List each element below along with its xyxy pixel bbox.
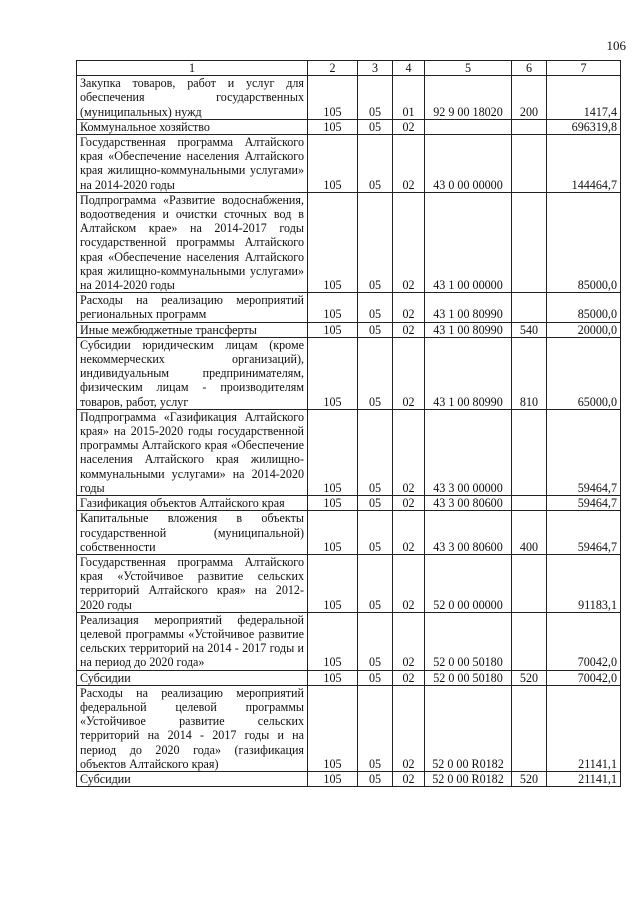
column-header: 7 xyxy=(547,61,621,76)
table-row xyxy=(77,119,621,134)
subsection-code: 02 xyxy=(393,192,425,292)
subsection-code: 02 xyxy=(393,496,425,511)
section-code: 05 xyxy=(358,192,393,292)
table-row xyxy=(77,554,621,612)
expense-type-code: 540 xyxy=(512,322,547,337)
subsection-code: 02 xyxy=(393,293,425,322)
expense-name: Субсидии юридическим лицам (кроме некоммерческих организаций), индивидуальным предпринимателям, физическим лицам - производителям товаров, работ, услуг xyxy=(77,337,308,409)
ministry-code: 105 xyxy=(308,337,358,409)
expense-type-code: 520 xyxy=(512,670,547,685)
subsection-code: 02 xyxy=(393,511,425,555)
subsection-code: 02 xyxy=(393,135,425,193)
amount: 1417,4 xyxy=(547,76,621,120)
expense-name: Субсидии xyxy=(77,771,308,786)
table-row xyxy=(77,685,621,771)
ministry-code: 105 xyxy=(308,76,358,120)
budget-table xyxy=(76,60,621,787)
subsection-code: 02 xyxy=(393,612,425,670)
amount: 70042,0 xyxy=(547,612,621,670)
subsection-code: 02 xyxy=(393,554,425,612)
column-header: 5 xyxy=(425,61,512,76)
target-article-code xyxy=(425,119,512,134)
expense-type-code: 810 xyxy=(512,337,547,409)
expense-type-code: 200 xyxy=(512,76,547,120)
table-row xyxy=(77,135,621,193)
column-header: 2 xyxy=(308,61,358,76)
section-code: 05 xyxy=(358,293,393,322)
subsection-code: 02 xyxy=(393,119,425,134)
expense-name: Капитальные вложения в объекты государственной (муниципальной) собственности xyxy=(77,511,308,555)
expense-name: Расходы на реализацию мероприятий региональных программ xyxy=(77,293,308,322)
ministry-code: 105 xyxy=(308,511,358,555)
expense-name: Коммунальное хозяйство xyxy=(77,119,308,134)
ministry-code: 105 xyxy=(308,554,358,612)
target-article-code: 52 0 00 50180 xyxy=(425,612,512,670)
section-code: 05 xyxy=(358,76,393,120)
expense-name: Подпрограмма «Развитие водоснабжения, водоотведения и очистки сточных вод в Алтайском крае» на 2014-2017 годы государственной программы Алтайского края «Обеспечение населения Алтайского края жилищно-коммунальными услугами» на 2014-2020 годы xyxy=(77,192,308,292)
expense-type-code xyxy=(512,409,547,495)
column-header: 6 xyxy=(512,61,547,76)
amount: 59464,7 xyxy=(547,496,621,511)
subsection-code: 02 xyxy=(393,322,425,337)
amount: 144464,7 xyxy=(547,135,621,193)
target-article-code: 43 3 00 80600 xyxy=(425,496,512,511)
expense-type-code xyxy=(512,293,547,322)
amount: 20000,0 xyxy=(547,322,621,337)
target-article-code: 52 0 00 50180 xyxy=(425,670,512,685)
amount: 70042,0 xyxy=(547,670,621,685)
subsection-code: 01 xyxy=(393,76,425,120)
section-code: 05 xyxy=(358,337,393,409)
section-code: 05 xyxy=(358,771,393,786)
column-header: 4 xyxy=(393,61,425,76)
expense-type-code: 400 xyxy=(512,511,547,555)
table-row xyxy=(77,511,621,555)
table-row xyxy=(77,76,621,120)
target-article-code: 52 0 00 00000 xyxy=(425,554,512,612)
amount: 85000,0 xyxy=(547,293,621,322)
ministry-code: 105 xyxy=(308,293,358,322)
table-row xyxy=(77,293,621,322)
target-article-code: 43 1 00 80990 xyxy=(425,293,512,322)
expense-name: Подпрограмма «Газификация Алтайского края» на 2015-2020 годы государственной программы Алтайского края «Обеспечение населения Алтайского края жилищно-коммунальными услугами» на 2014-2020 годы xyxy=(77,409,308,495)
expense-type-code xyxy=(512,496,547,511)
amount: 59464,7 xyxy=(547,409,621,495)
table-header-row xyxy=(77,61,621,76)
expense-type-code xyxy=(512,119,547,134)
ministry-code: 105 xyxy=(308,192,358,292)
target-article-code: 43 1 00 80990 xyxy=(425,322,512,337)
table-row xyxy=(77,771,621,786)
subsection-code: 02 xyxy=(393,409,425,495)
expense-name: Государственная программа Алтайского края «Обеспечение населения Алтайского края жилищно-коммунальными услугами» на 2014-2020 годы xyxy=(77,135,308,193)
target-article-code: 43 3 00 00000 xyxy=(425,409,512,495)
table-row xyxy=(77,670,621,685)
section-code: 05 xyxy=(358,135,393,193)
column-header: 1 xyxy=(77,61,308,76)
amount: 696319,8 xyxy=(547,119,621,134)
subsection-code: 02 xyxy=(393,771,425,786)
amount: 21141,1 xyxy=(547,685,621,771)
expense-name: Закупка товаров, работ и услуг для обеспечения государственных (муниципальных) нужд xyxy=(77,76,308,120)
section-code: 05 xyxy=(358,554,393,612)
ministry-code: 105 xyxy=(308,322,358,337)
expense-type-code xyxy=(512,612,547,670)
section-code: 05 xyxy=(358,322,393,337)
ministry-code: 105 xyxy=(308,685,358,771)
expense-name: Иные межбюджетные трансферты xyxy=(77,322,308,337)
section-code: 05 xyxy=(358,119,393,134)
expense-type-code xyxy=(512,685,547,771)
target-article-code: 43 1 00 80990 xyxy=(425,337,512,409)
amount: 65000,0 xyxy=(547,337,621,409)
target-article-code: 52 0 00 R0182 xyxy=(425,685,512,771)
section-code: 05 xyxy=(358,612,393,670)
page-number: 106 xyxy=(606,38,626,53)
table-row xyxy=(77,337,621,409)
expense-type-code: 520 xyxy=(512,771,547,786)
target-article-code: 52 0 00 R0182 xyxy=(425,771,512,786)
column-header: 3 xyxy=(358,61,393,76)
table-row xyxy=(77,322,621,337)
table-row xyxy=(77,496,621,511)
expense-name: Субсидии xyxy=(77,670,308,685)
section-code: 05 xyxy=(358,409,393,495)
expense-name: Реализация мероприятий федеральной целевой программы «Устойчивое развитие сельских территорий на 2014 - 2017 годы и на период до 2020 года» xyxy=(77,612,308,670)
subsection-code: 02 xyxy=(393,670,425,685)
ministry-code: 105 xyxy=(308,409,358,495)
target-article-code: 92 9 00 18020 xyxy=(425,76,512,120)
expense-name: Расходы на реализацию мероприятий федеральной целевой программы «Устойчивое развитие сельских территорий на 2014 - 2017 годы и на период до 2020 года» (газификация объектов Алтайского края) xyxy=(77,685,308,771)
section-code: 05 xyxy=(358,496,393,511)
ministry-code: 105 xyxy=(308,496,358,511)
ministry-code: 105 xyxy=(308,119,358,134)
section-code: 05 xyxy=(358,670,393,685)
target-article-code: 43 1 00 00000 xyxy=(425,192,512,292)
ministry-code: 105 xyxy=(308,670,358,685)
table-row xyxy=(77,192,621,292)
table-row xyxy=(77,409,621,495)
expense-name: Государственная программа Алтайского края «Устойчивое развитие сельских территорий Алтайского края» на 2012-2020 годы xyxy=(77,554,308,612)
expense-type-code xyxy=(512,135,547,193)
target-article-code: 43 0 00 00000 xyxy=(425,135,512,193)
amount: 85000,0 xyxy=(547,192,621,292)
expense-type-code xyxy=(512,554,547,612)
table-row xyxy=(77,612,621,670)
expense-type-code xyxy=(512,192,547,292)
expense-name: Газификация объектов Алтайского края xyxy=(77,496,308,511)
amount: 59464,7 xyxy=(547,511,621,555)
subsection-code: 02 xyxy=(393,337,425,409)
subsection-code: 02 xyxy=(393,685,425,771)
amount: 91183,1 xyxy=(547,554,621,612)
ministry-code: 105 xyxy=(308,771,358,786)
ministry-code: 105 xyxy=(308,135,358,193)
amount: 21141,1 xyxy=(547,771,621,786)
ministry-code: 105 xyxy=(308,612,358,670)
target-article-code: 43 3 00 80600 xyxy=(425,511,512,555)
section-code: 05 xyxy=(358,511,393,555)
section-code: 05 xyxy=(358,685,393,771)
